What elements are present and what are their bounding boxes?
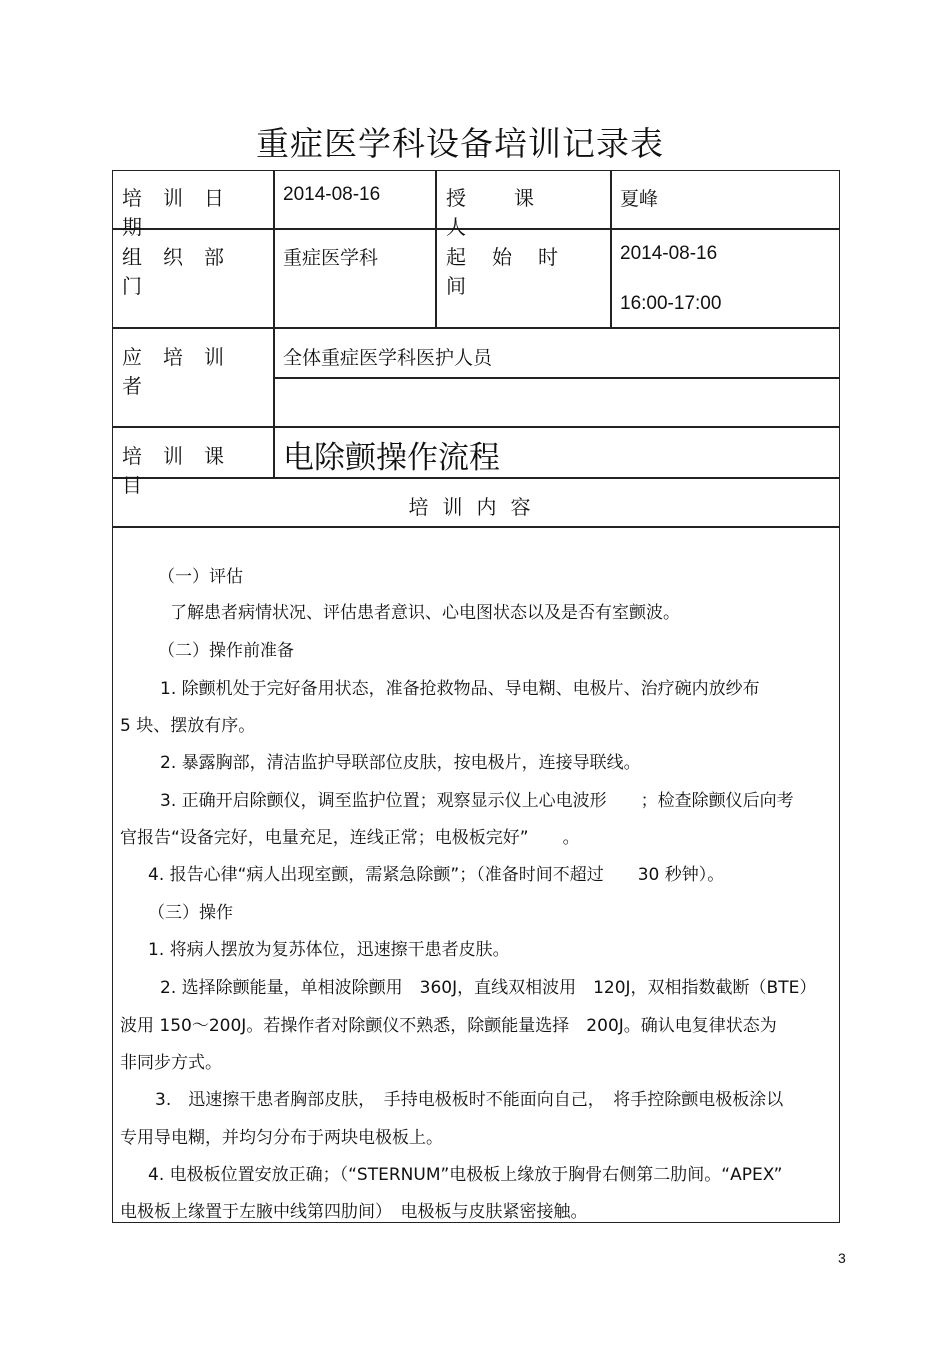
content-line: 3. 迅速擦干患者胸部皮肤， 手持电极板时不能面向自己， 将手控除颤电极板涂以 — [155, 1090, 784, 1110]
content-line: 波用 150～200J。若操作者对除颤仪不熟悉，除颤能量选择 200J。确认电复律状态为 — [120, 1016, 777, 1036]
subject-value: 电除颤操作流程 — [283, 440, 500, 476]
content-line: 非同步方式。 — [120, 1053, 222, 1073]
content-line: 官报告“设备完好，电量充足，连线正常；电极板完好” 。 — [120, 828, 580, 848]
department-value: 重症医学科 — [283, 247, 379, 269]
content-line: （二）操作前准备 — [158, 641, 294, 661]
content-line: （三）操作 — [148, 903, 233, 923]
subject-label: 培训课目 — [122, 444, 245, 497]
page-number: 3 — [838, 1250, 846, 1266]
column-divider — [273, 170, 275, 477]
content-line: 4. 报告心律“病人出现室颤，需紧急除颤”；（准备时间不超过 30 秒钟）。 — [148, 865, 725, 885]
row-divider — [112, 426, 840, 428]
training-date-label: 培训日期 — [122, 186, 245, 239]
content-line: 电极板上缘置于左腋中线第四肋间） 电极板与皮肤紧密接触。 — [120, 1202, 588, 1222]
row-divider — [112, 526, 840, 528]
content-line: 1. 除颤机处于完好备用状态，准备抢救物品、导电糊、电极片、治疗碗内放纱布 — [160, 679, 760, 699]
content-line: 了解患者病情状况、评估患者意识、心电图状态以及是否有室颤波。 — [170, 603, 680, 623]
content-line: 4. 电极板位置安放正确；（“STERNUM”电极板上缘放于胸骨右侧第二肋间。“APEX” — [148, 1165, 783, 1185]
department-label: 组织部门 — [122, 245, 245, 298]
training-date-value: 2014-08-16 — [283, 184, 381, 205]
content-line: 专用导电糊，并均匀分布于两块电极板上。 — [120, 1128, 443, 1148]
column-divider — [610, 170, 612, 327]
content-line: （一）评估 — [158, 567, 243, 587]
start-time-value: 16:00-17:00 — [620, 293, 722, 314]
row-divider — [274, 377, 840, 379]
trainees-label: 应培训者 — [122, 345, 245, 398]
content-line: 1. 将病人摆放为复苏体位，迅速擦干患者皮肤。 — [148, 940, 510, 960]
column-divider — [435, 170, 437, 327]
instructor-value: 夏峰 — [620, 188, 659, 210]
document-title: 重症医学科设备培训记录表 — [256, 124, 664, 163]
instructor-label: 授课人 — [446, 186, 582, 239]
content-line: 2. 暴露胸部，清洁监护导联部位皮肤，按电极片，连接导联线。 — [160, 753, 641, 773]
start-time-label: 起始时间 — [446, 245, 584, 298]
trainees-value: 全体重症医学科医护人员 — [283, 347, 493, 369]
row-divider — [112, 327, 840, 329]
content-line: 3. 正确开启除颤仪，调至监护位置；观察显示仪上心电波形 ；检查除颤仪后向考 — [160, 791, 794, 811]
content-line: 2. 选择除颤能量，单相波除颤用 360J，直线双相波用 120J，双相指数截断（BTE） — [160, 978, 817, 998]
content-line: 5 块、摆放有序。 — [120, 716, 256, 736]
content-header: 培训内容 — [408, 495, 545, 519]
start-date-value: 2014-08-16 — [620, 243, 718, 264]
